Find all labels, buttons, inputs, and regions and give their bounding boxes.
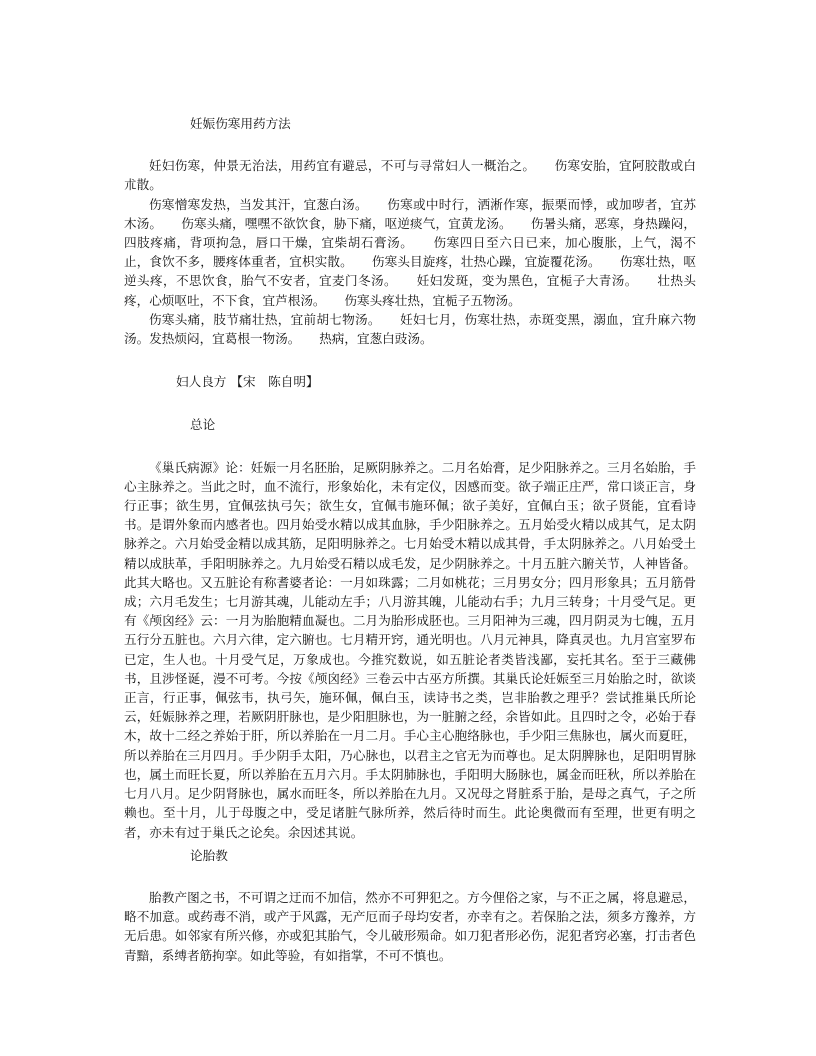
paragraph: 伤寒头痛，肢节痛壮热，宜前胡七物汤。 妊妇七月，伤寒壮热，赤斑变黑，溺血，宜升麻六物汤。发热烦闷，宜葛根一物汤。 热病，宜葱白豉汤。 (124, 311, 696, 347)
paragraph: 胎教产图之书，不可谓之迂而不加信，然亦不可狎犯之。方今俚俗之家，与不正之属，将息避忌，略不加意。或药毒不消，或产于风露，无产厄而子母均安者，亦幸有之。若保胎之法，须多方豫养，方无后患。如邻家有所兴修，亦或犯其胎气，令儿破形殒命。如刀犯者形必伤，泥犯者窍必塞，打击者色青黯，系缚者筋拘挛。如此等验，有如指掌，不可不慎也。 (124, 889, 696, 963)
section-title-fetal-education: 论胎教 (190, 847, 228, 863)
document-body (124, 114, 696, 965)
paragraph: 《巢氏病源》论：妊娠一月名胚胎，足厥阴脉养之。二月名始膏，足少阳脉养之。三月名始胎，手心主脉养之。当此之时，血不流行，形象始化，未有定仪，因感而变。欲子端正庄严，常口谈正言，身行正事；欲生男，宜佩弦执弓矢；欲生女，宜佩韦施环佩；欲子美好，宜佩白玉；欲子贤能，宜看诗书。是谓外象而内感者也。四月始受水精以成其血脉，手少阳脉养之。五月始受火精以成其气，足太阴脉养之。六月始受金精以成其筋，足阳明脉养之。七月始受木精以成其骨，手太阴脉养之。八月始受土精以成肤革，手阳明脉养之。九月始受石精以成毛发，足少阴脉养之。十月五脏六腑关节，人神皆备。此其大略也。又五脏论有称耆婆者论：一月如珠露；二月如桃花；三月男女分；四月形象具；五月筋骨成；六月毛发生；七月游其魂，儿能动左手；八月游其魄，儿能动右手；九月三转身；十月受气足。更有《颅囟经》云：一月为胎胞精血凝也。二月为胎形成胚也。三月阳神为三魂，四月阴灵为七魄，五月五行分五脏也。六月六律，定六腑也。七月精开窍，通光明也。八月元神具，降真灵也。九月宫室罗布已定，生人也。十月受气足，万象成也。今推究数说，如五脏论者类皆浅鄙，妄托其名。至于三藏佛书，且涉怪诞，漫不可考。今按《颅囟经》三卷云中古巫方所撰。其巢氏论妊娠至三月始胎之时，欲谈正言，行正事，佩弦韦，执弓矢，施环佩，佩白玉，读诗书之类，岂非胎教之理乎？尝试推巢氏所论云，妊娠脉养之理，若厥阴肝脉也，是少阳胆脉也，为一脏腑之经，余皆如此。且四时之令，必始于春木，故十二经之养始于肝，所以养胎在一月二月。手心主心胞络脉也，手少阳三焦脉也，属火而夏旺，所以养胎在三月四月。手少阴手太阳，乃心脉也，以君主之官无为而尊也。足太阴脾脉也，足阳明胃脉也，属土而旺长夏，所以养胎在五月六月。手太阴肺脉也，手阳明大肠脉也，属金而旺秋，所以养胎在七月八月。足少阴肾脉也，属水而旺冬，所以养胎在九月。又况母之肾脏系于胎，是母之真气，子之所赖也。至十月，儿于母腹之中，受足诸脏气脉所养，然后待时而生。此论奥微而有至理，世更有明之者，亦未有过于巢氏之论矣。余因述其说。 (124, 459, 696, 840)
paragraph: 妊妇伤寒，仲景无治法，用药宜有避忌，不可与寻常妇人一概治之。 伤寒安胎，宜阿胶散或白朮散。 (124, 158, 696, 193)
section-title-pregnancy-cold-remedies: 妊娠伤寒用药方法 (190, 116, 291, 131)
book-source-line: 妇人良方 【宋 陈自明】 (176, 374, 319, 390)
section-title-general-discussion: 总论 (190, 417, 216, 433)
paragraph: 伤寒憎寒发热，当发其汗，宜葱白汤。 伤寒或中时行，洒淅作寒，振栗而悸，或加哕者，宜苏木汤。 伤寒头痛，嘿嘿不欲饮食，胁下痛，呕逆痰气，宜黄龙汤。 伤暑头痛，恶寒，身热躁闷，四肢疼痛，背项拘急，唇口干燥，宜柴胡石膏汤。 伤寒四日至六日已来，加心腹胀，上气，渴不止，食饮不多，腰疼体重者，宜枳实散。 伤寒头目旋疼，壮热心躁，宜旋覆花汤。 伤寒壮热，呕逆头疼，不思饮食，胎气不安者，宜麦门冬汤。 妊妇发斑，变为黑色，宜栀子大青汤。 壮热头疼，心烦呕吐，不下食，宜芦根汤。 伤寒头疼壮热，宜栀子五物汤。 (124, 196, 696, 308)
